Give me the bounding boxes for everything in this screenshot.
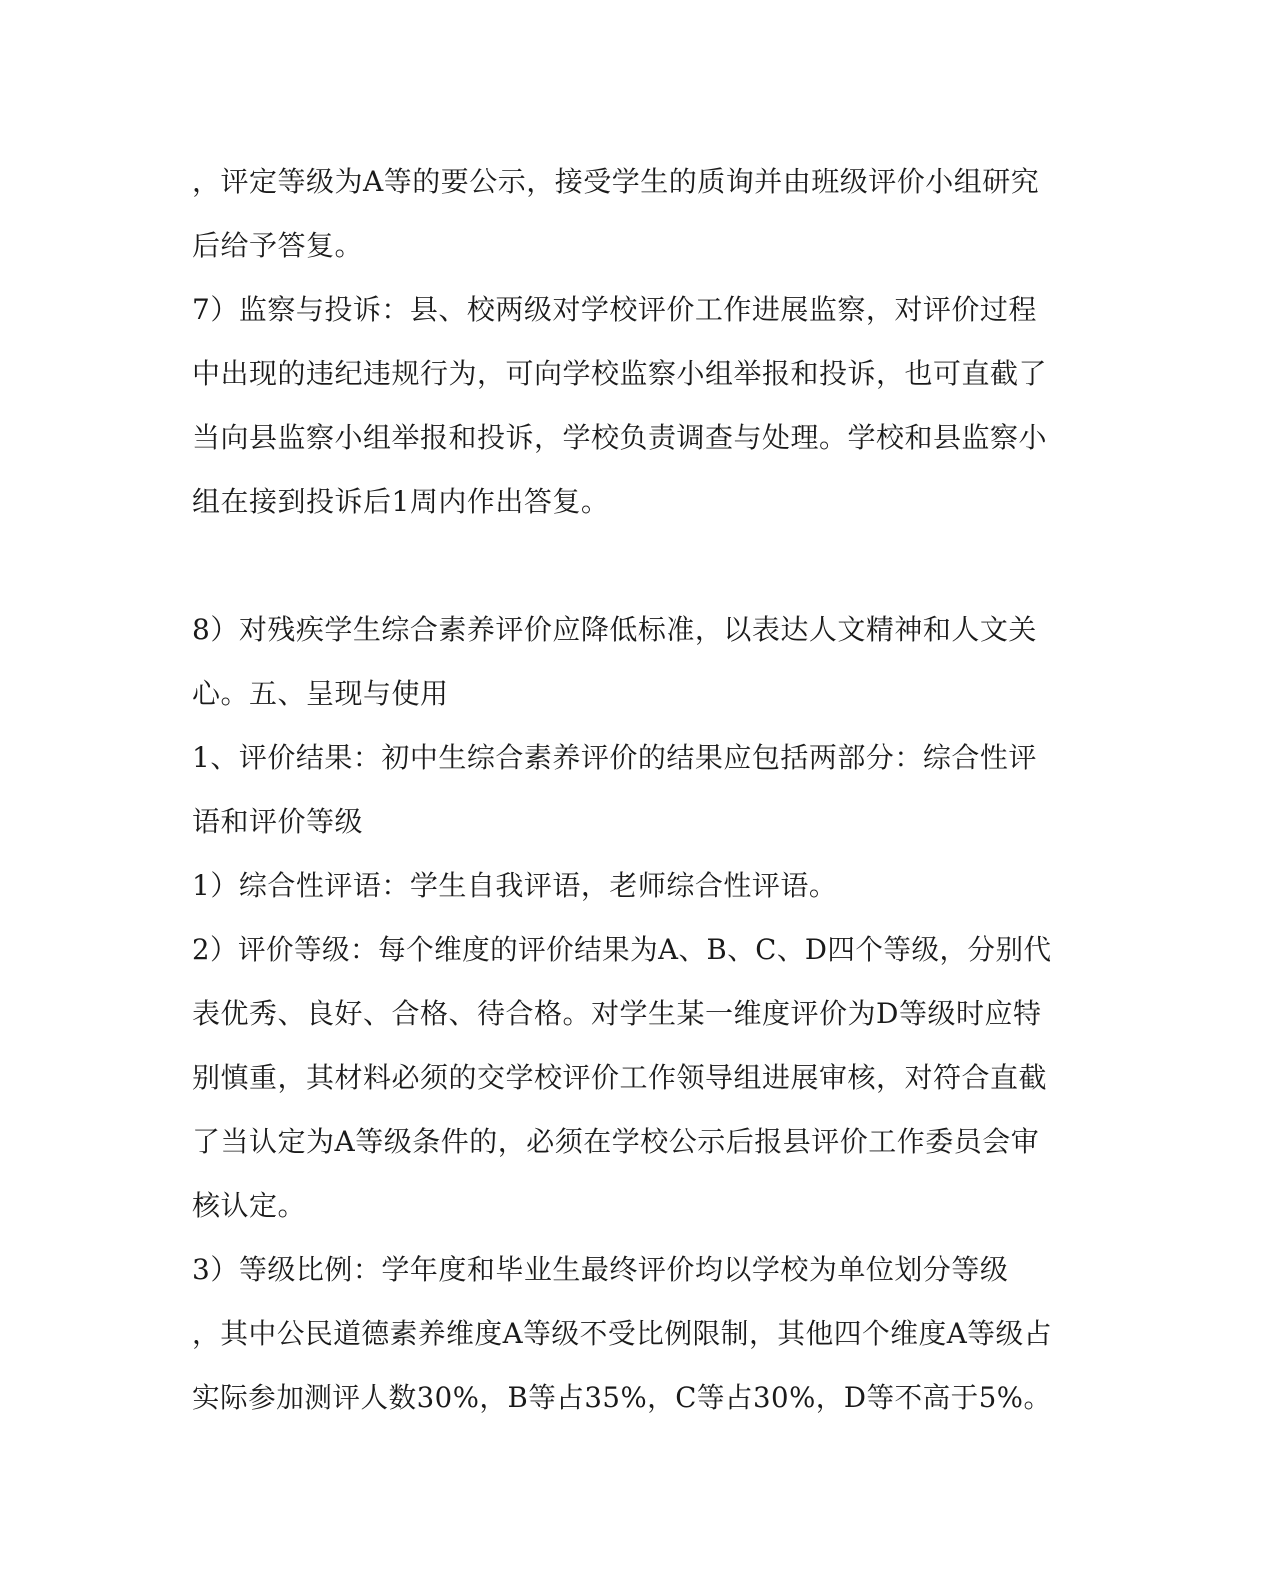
- text-line: ，其中公民道德素养维度A等级不受比例限制，其他四个维度A等级占: [192, 1317, 1052, 1350]
- text-line: 中出现的违纪违规行为，可向学校监察小组举报和投诉，也可直截了: [192, 357, 1048, 390]
- text-line: 核认定。: [192, 1189, 307, 1222]
- text-line: 别慎重，其材料必须的交学校评价工作领导组进展审核，对符合直截: [192, 1061, 1048, 1094]
- text-line: 语和评价等级: [192, 805, 364, 838]
- text-line: 当向县监察小组举报和投诉，学校负责调查与处理。学校和县监察小: [192, 421, 1048, 454]
- text-line: 实际参加测评人数30%，B等占35%，C等占30%，D等不高于5%。: [192, 1381, 1052, 1414]
- text-line: 1、评价结果：初中生综合素养评价的结果应包括两部分：综合性评: [192, 741, 1037, 774]
- text-line: ，评定等级为A等的要公示，接受学生的质询并由班级评价小组研究: [192, 165, 1040, 198]
- text-line: 2）评价等级：每个维度的评价结果为A、B、C、D四个等级，分别代: [192, 933, 1052, 966]
- text-line: 7）监察与投诉：县、校两级对学校评价工作进展监察，对评价过程: [192, 293, 1037, 326]
- text-line: 心。五、呈现与使用: [192, 677, 449, 710]
- text-line: 8）对残疾学生综合素养评价应降低标准，以表达人文精神和人文关: [192, 613, 1037, 646]
- text-line: 后给予答复。: [192, 229, 364, 262]
- text-line: 了当认定为A等级条件的，必须在学校公示后报县评价工作委员会审: [192, 1125, 1040, 1158]
- text-line: 1）综合性评语：学生自我评语，老师综合性评语。: [192, 869, 838, 902]
- text-line: 表优秀、良好、合格、待合格。对学生某一维度评价为D等级时应特: [192, 997, 1042, 1030]
- text-line: 3）等级比例：学年度和毕业生最终评价均以学校为单位划分等级: [192, 1253, 1009, 1286]
- text-line: 组在接到投诉后1周内作出答复。: [192, 485, 610, 518]
